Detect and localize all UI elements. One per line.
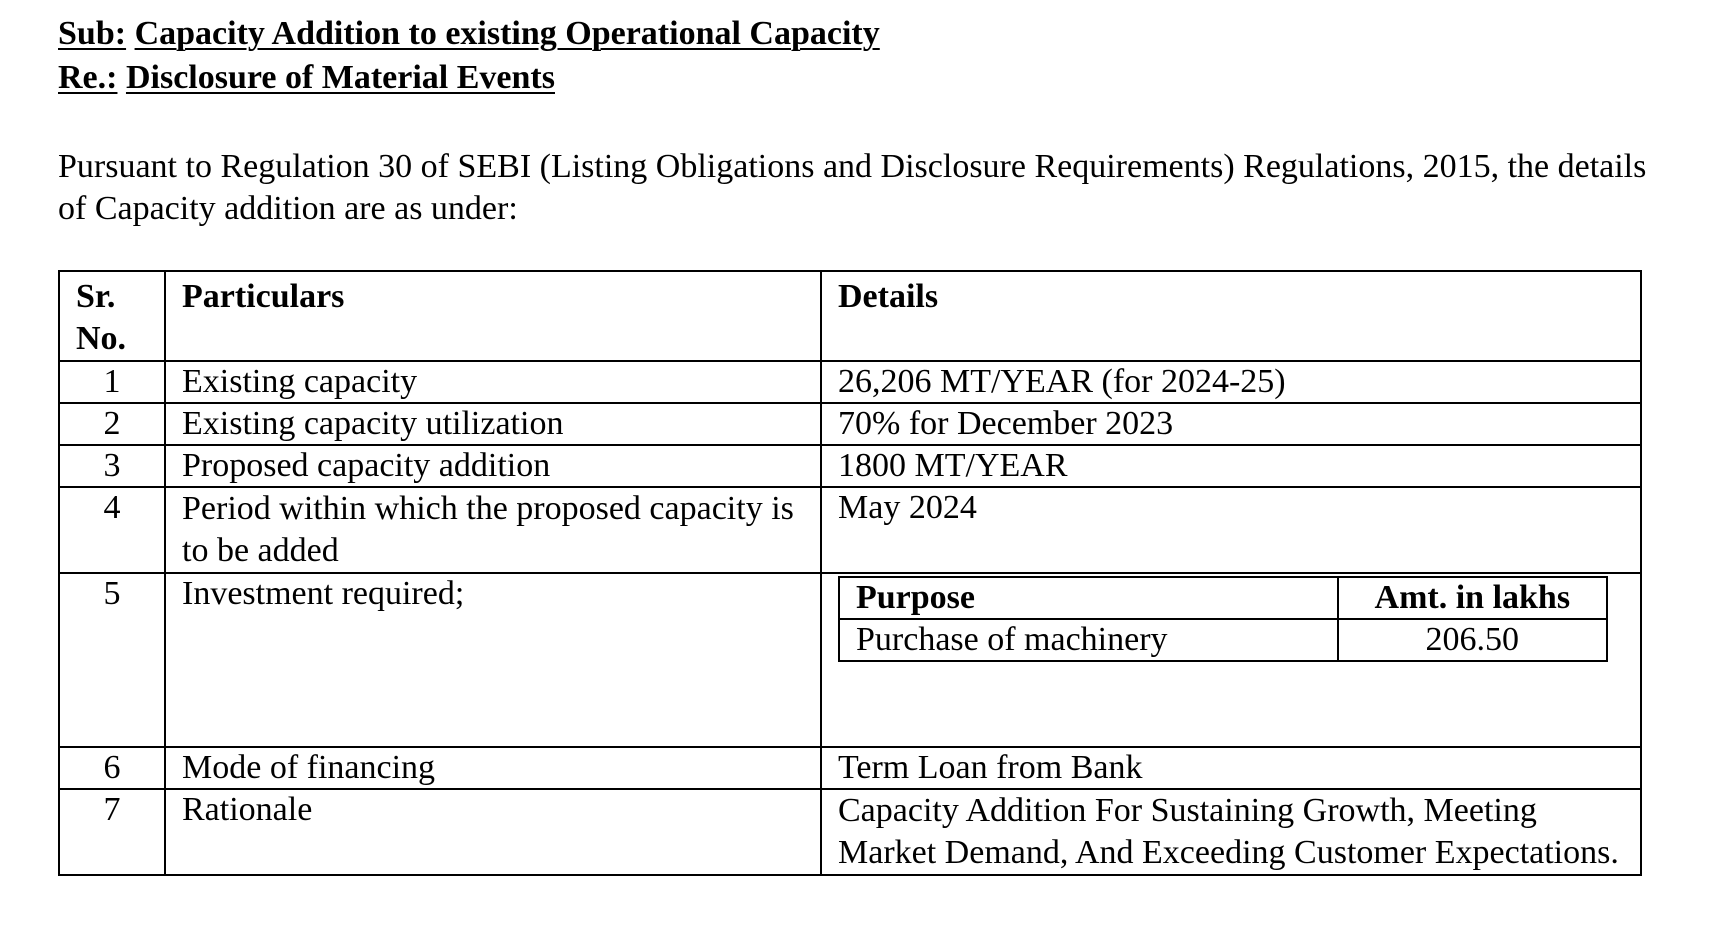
document-page xyxy=(58,12,1658,871)
header-sr-line1: Sr. xyxy=(76,278,116,315)
table-row xyxy=(59,403,1641,445)
row-details: May 2024 xyxy=(821,487,1641,573)
row-sr: 2 xyxy=(59,403,165,445)
intro-paragraph: Pursuant to Regulation 30 of SEBI (Listing Obligations and Disclosure Requirements) Regulations, 2015, the details of Capacity addition are as under: xyxy=(58,148,1647,227)
row-particulars: Proposed capacity addition xyxy=(165,445,821,487)
row-sr: 1 xyxy=(59,361,165,403)
subject-line xyxy=(58,12,1658,56)
investment-purpose-header: Purpose xyxy=(839,577,1338,619)
row-particulars: Rationale xyxy=(165,789,821,875)
row-sr: 6 xyxy=(59,747,165,789)
row-particulars: Investment required; xyxy=(165,573,821,747)
reference-label: Re.: xyxy=(58,59,118,96)
investment-row xyxy=(839,619,1607,661)
table-row xyxy=(59,445,1641,487)
header-details: Details xyxy=(821,271,1641,361)
table-header-row xyxy=(59,271,1641,361)
investment-amount: 206.50 xyxy=(1338,619,1607,661)
row-details-investment xyxy=(821,573,1641,747)
table-row xyxy=(59,487,1641,573)
header-sr-no xyxy=(59,271,165,361)
row-sr: 5 xyxy=(59,573,165,747)
row-details: 1800 MT/YEAR xyxy=(821,445,1641,487)
reference-text: Disclosure of Material Events xyxy=(125,59,555,96)
row-sr: 3 xyxy=(59,445,165,487)
investment-amount-header: Amt. in lakhs xyxy=(1338,577,1607,619)
investment-table xyxy=(838,576,1608,662)
row-particulars: Period within which the proposed capacity is to be added xyxy=(165,487,821,573)
table-row xyxy=(59,789,1641,875)
row-particulars: Existing capacity utilization xyxy=(165,403,821,445)
row-sr: 7 xyxy=(59,789,165,875)
investment-purpose: Purchase of machinery xyxy=(839,619,1338,661)
row-particulars: Existing capacity xyxy=(165,361,821,403)
table-row xyxy=(59,573,1641,747)
capacity-table xyxy=(58,270,1642,876)
table-row xyxy=(59,361,1641,403)
row-particulars: Mode of financing xyxy=(165,747,821,789)
row-details: Term Loan from Bank xyxy=(821,747,1641,789)
row-details: 70% for December 2023 xyxy=(821,403,1641,445)
row-details: Capacity Addition For Sustaining Growth, Meeting Market Demand, And Exceeding Customer Expectations. xyxy=(821,789,1641,875)
row-sr: 4 xyxy=(59,487,165,573)
table-row xyxy=(59,747,1641,789)
header-particulars: Particulars xyxy=(165,271,821,361)
subject-text: Capacity Addition to existing Operational Capacity xyxy=(134,15,880,52)
reference-line xyxy=(58,56,1658,100)
header-sr-line2: No. xyxy=(76,320,127,357)
subject-label: Sub: xyxy=(58,15,127,52)
row-details: 26,206 MT/YEAR (for 2024-25) xyxy=(821,361,1641,403)
investment-header-row xyxy=(839,577,1607,619)
